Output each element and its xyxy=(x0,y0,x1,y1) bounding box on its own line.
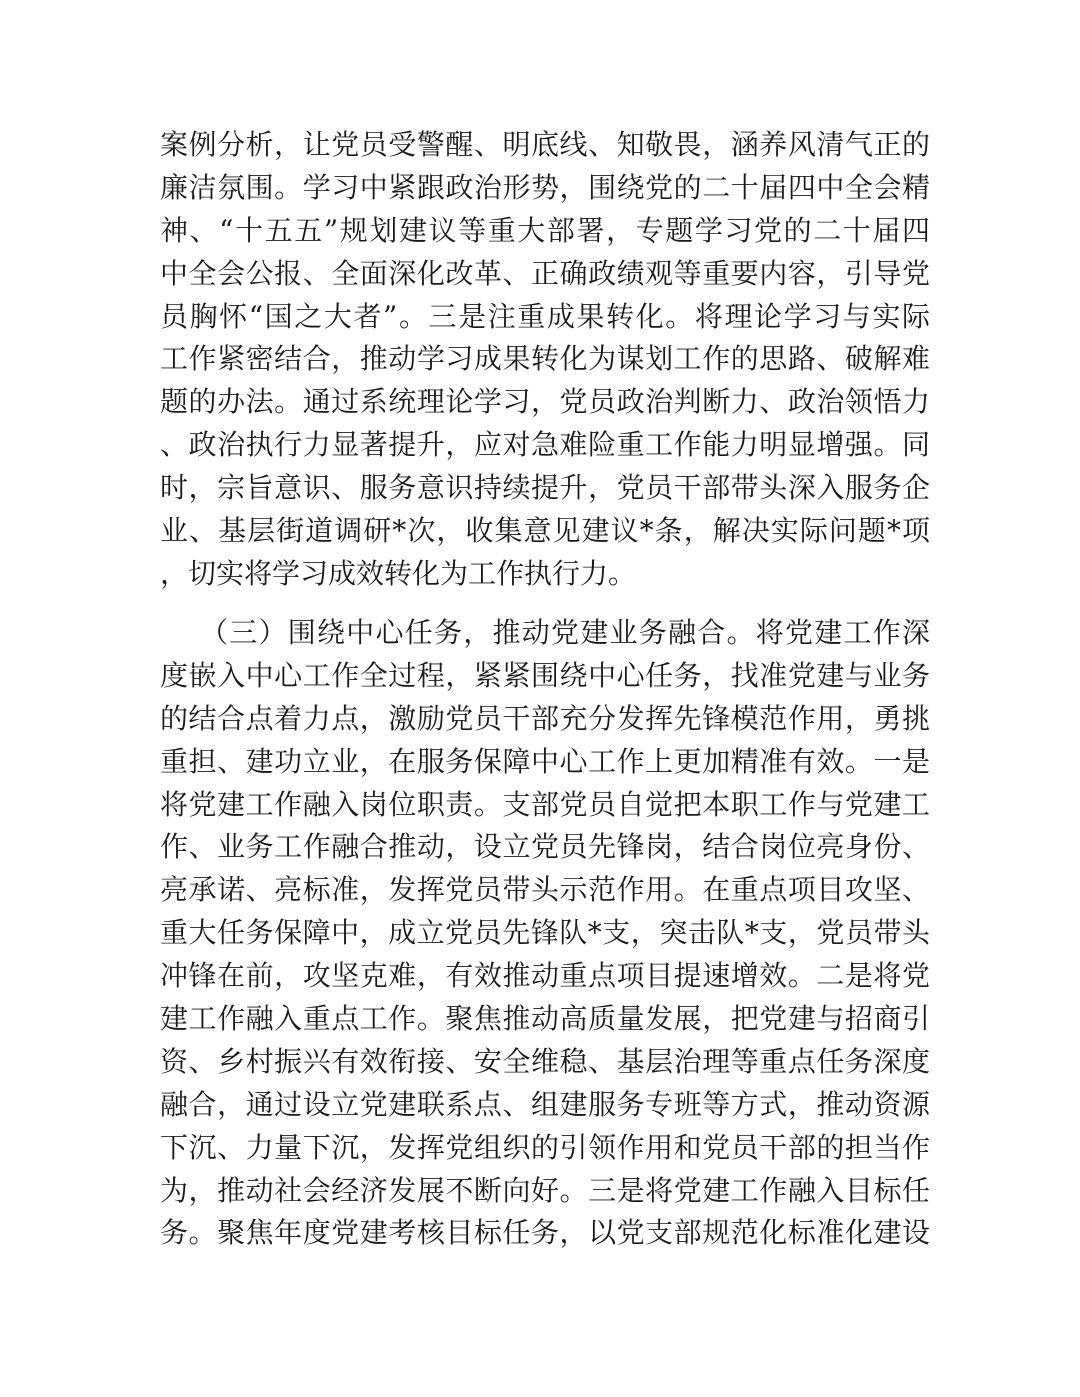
text-line: 中全会公报、全面深化改革、正确政绩观等重要内容，引导党 xyxy=(160,256,930,290)
text-line: 员胸怀“国之大者”。三是注重成果转化。将理论学习与实际 xyxy=(160,299,930,333)
text-line: 案例分析，让党员受警醒、明底线、知敬畏，涵养风清气正的 xyxy=(160,128,930,161)
text-line: 业、基层街道调研*次，收集意见建议*条，解决实际问题*项 xyxy=(160,514,930,548)
text-line: 、政治执行力显著提升，应对急难险重工作能力明显增强。同 xyxy=(160,428,930,462)
paragraph-study-outcomes xyxy=(160,124,930,596)
text-line: 题的办法。通过系统理论学习，党员政治判断力、政治领悟力 xyxy=(160,385,930,419)
text-line: 建工作融入重点工作。聚焦推动高质量发展，把党建与招商引 xyxy=(160,1002,930,1036)
text-line: ，切实将学习成效转化为工作执行力。 xyxy=(160,556,637,590)
text-line: 重大任务保障中，成立党员先锋队*支，突击队*支，党员带头 xyxy=(160,916,930,950)
text-line: 神、“十五五”规划建议等重大部署，专题学习党的二十届四 xyxy=(160,213,930,247)
text-line: 工作紧密结合，推动学习成果转化为谋划工作的思路、破解难 xyxy=(160,342,930,376)
text-line: 为，推动社会经济发展不断向好。三是将党建工作融入目标任 xyxy=(160,1173,930,1207)
text-line: 亮承诺、亮标准，发挥党员带头示范作用。在重点项目攻坚、 xyxy=(160,873,930,907)
text-line: 务。聚焦年度党建考核目标任务，以党支部规范化标准化建设 xyxy=(160,1216,930,1250)
text-line: 度嵌入中心工作全过程，紧紧围绕中心任务，找准党建与业务 xyxy=(160,658,930,692)
text-line: 作、业务工作融合推动，设立党员先锋岗，结合岗位亮身份、 xyxy=(160,830,930,864)
text-line: 资、乡村振兴有效衔接、安全维稳、基层治理等重点任务深度 xyxy=(160,1044,930,1078)
text-line: 的结合点着力点，激励党员干部充分发挥先锋模范作用，勇挑 xyxy=(160,701,930,735)
text-line: 廉洁氛围。学习中紧跟政治形势，围绕党的二十届四中全会精 xyxy=(160,170,930,204)
text-line: 将党建工作融入岗位职责。支部党员自觉把本职工作与党建工 xyxy=(160,787,930,821)
paragraph-central-tasks xyxy=(160,612,930,1255)
text-line: 冲锋在前，攻坚克难，有效推动重点项目提速增效。二是将党 xyxy=(160,959,930,993)
section-heading-line: （三）围绕中心任务，推动党建业务融合。将党建工作深 xyxy=(200,616,930,649)
text-line: 时，宗旨意识、服务意识持续提升，党员干部带头深入服务企 xyxy=(160,471,930,505)
text-line: 重担、建功立业，在服务保障中心工作上更加精准有效。一是 xyxy=(160,744,930,778)
text-line: 下沉、力量下沉，发挥党组织的引领作用和党员干部的担当作 xyxy=(160,1130,930,1164)
text-line: 融合，通过设立党建联系点、组建服务专班等方式，推动资源 xyxy=(160,1087,930,1121)
